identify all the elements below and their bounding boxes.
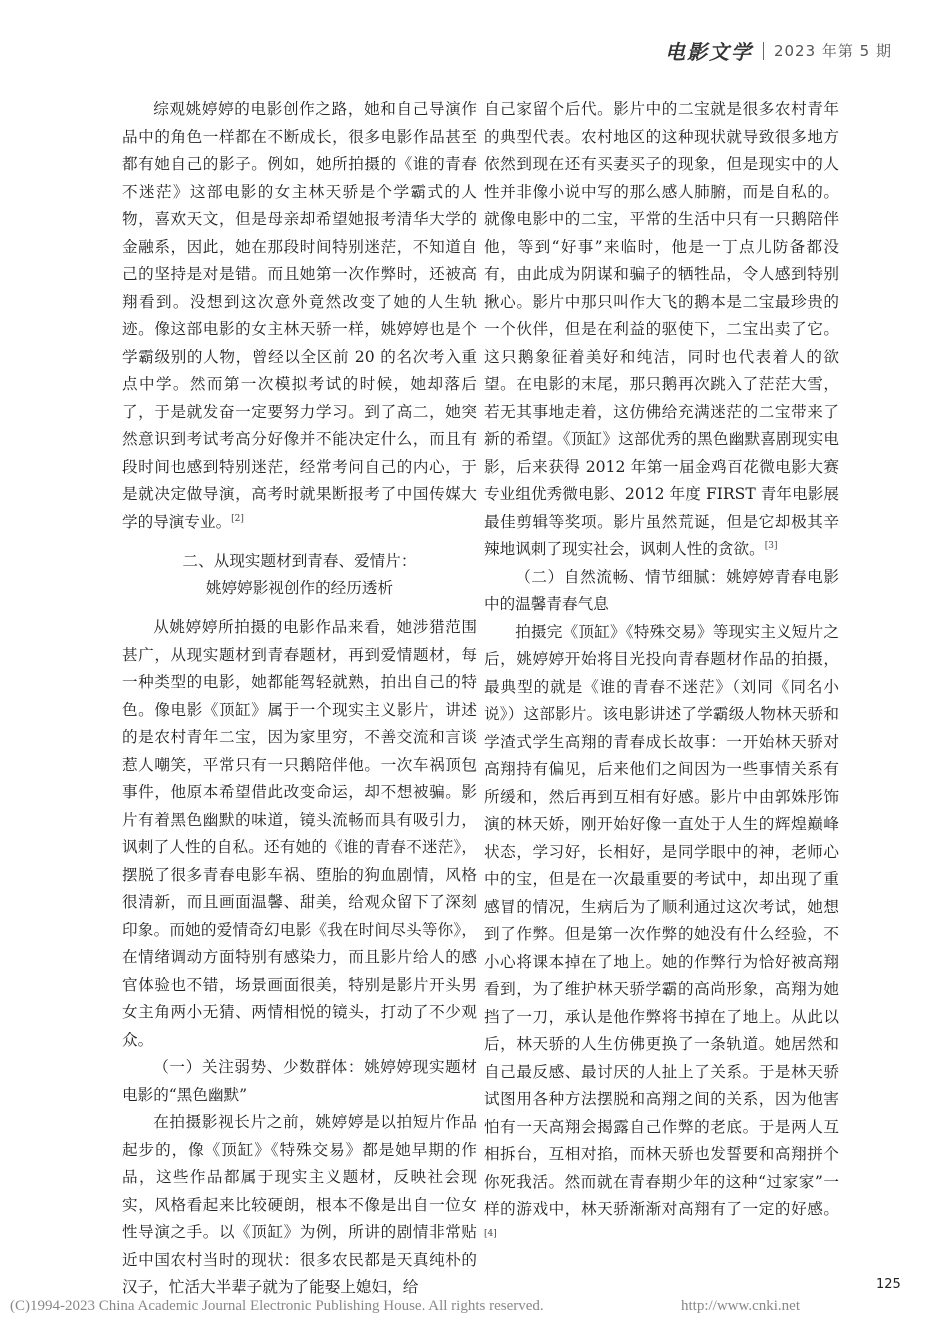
- section-heading-line: 二、从现实题材到青春、爱情片：: [182, 552, 417, 570]
- body-paragraph: 自己家留个后代。影片中的二宝就是很多农村青年的典型代表。农村地区的这种现状就导致很多地方依然到现在还有买妻买子的现象，但是现实中的人性并非像小说中写的那么感人肺腑，而是自私的。就像电影中的二宝，平常的生活中只有一只鹅陪伴他，等到“好事”来临时，他是一丁点儿防备都没有，由此成为阴谋和骗子的牺牲品，令人感到特别揪心。影片中那只叫作大飞的鹅本是二宝最珍贵的一个伙伴，但是在利益的驱使下，二宝出卖了它。这只鹅象征着美好和纯洁，同时也代表着人的欲望。在电影的末尾，那只鹅再次跳入了茫茫大雪，若无其事地走着，这仿佛给充满迷茫的二宝带来了新的希望。《顶缸》这部优秀的黑色幽默喜剧现实电影，后来获得 2012 年第一届金鸡百花微电影大赛专业组优秀微电影、2012 年度 FIRST 青年电影展最佳剪辑等奖项。影片虽然荒诞，但是它却极其辛辣地讽刺了现实社会，讽刺人性的贪欲。[3]: [484, 100, 839, 558]
- page-number: 125: [876, 1277, 901, 1292]
- header-divider: [763, 42, 764, 60]
- citation-ref: [2]: [231, 513, 244, 524]
- journal-name: 电影文学: [664, 40, 753, 64]
- citation-ref: [3]: [764, 540, 778, 551]
- body-paragraph: 在拍摄影视长片之前，姚婷婷是以拍短片作品起步的，像《顶缸》《特殊交易》都是她早期的作品，这些作品都属于现实主义题材，反映社会现实，风格看起来比较硬朗，根本不像是出自一位女性导演之手。以《顶缸》为例，所讲的剧情非常贴近中国农村当时的现状：很多农民都是天真纯朴的汉子，忙活大半辈子就为了能娶上媳妇，给: [122, 1113, 477, 1296]
- footer: [10, 1298, 940, 1315]
- copyright-notice: (C)1994-2023 China Academic Journal Electronic Publishing House. All rights reserved.: [10, 1298, 544, 1314]
- section-heading-line: 姚婷婷影视创作的经历透析: [205, 579, 394, 597]
- body-paragraph: 综观姚婷婷的电影创作之路，她和自己导演作品中的角色一样都在不断成长，很多电影作品甚至都有她自己的影子。例如，她所拍摄的《谁的青春不迷茫》这部电影的女主林天骄是个学霸式的人物，喜欢天文，但是母亲却希望她报考清华大学的金融系，因此，她在那段时间特别迷茫，不知道自己的坚持是对是错。而且她第一次作弊时，还被高翔看到。没想到这次意外竟然改变了她的人生轨迹。像这部电影的女主林天骄一样，姚婷婷也是个学霸级别的人物，曾经以全区前 20 的名次考入重点中学。然而第一次模拟考试的时候，她却落后了，于是就发奋一定要努力学习。到了高二，她突然意识到考试考高分好像并不能决定什么，而且有段时间也感到特别迷茫，经常考问自己的内心，于是就决定做导演，高考时就果断报考了中国传媒大学的导演专业。[2]: [122, 100, 477, 531]
- footer-url-link[interactable]: http://www.cnki.net: [680, 1298, 800, 1314]
- body-paragraph: 从姚婷婷所拍摄的电影作品来看，她涉猎范围甚广，从现实题材到青春题材，再到爱情题材，每一种类型的电影，她都能驾轻就熟，拍出自己的特色。像电影《顶缸》属于一个现实主义影片，讲述的是农村青年二宝，因为家里穷，不善交流和言谈惹人嘲笑，平常只有一只鹅陪伴他。一次车祸顶包事件，他原本希望借此改变命运，却不想被骗。影片有着黑色幽默的味道，镜头流畅而具有吸引力，讽刺了人性的自私。还有她的《谁的青春不迷茫》，摆脱了很多青春电影车祸、堕胎的狗血剧情，风格很清新，而且画面温馨、甜美，给观众留下了深刻印象。而她的爱情奇幻电影《我在时间尽头等你》，在情绪调动方面特别有感染力，而且影片给人的感官体验也不错，场景画面很美，特别是影片开头男女主角两小无猜、两情相悦的镜头，打动了不少观众。: [122, 618, 477, 1049]
- running-header: [665, 36, 892, 65]
- right-column: [484, 96, 839, 1251]
- subsection-heading: （二）自然流畅、情节细腻：姚婷婷青春电影中的温馨青春气息: [484, 567, 839, 613]
- section-heading: [122, 548, 477, 602]
- left-column: [122, 96, 477, 1302]
- body-paragraph: 拍摄完《顶缸》《特殊交易》等现实主义短片之后，姚婷婷开始将目光投向青春题材作品的拍摄，最典型的就是《谁的青春不迷茫》（刘同《同名小说》）这部影片。该电影讲述了学霸级人物林天骄和学渣式学生高翔的青春成长故事：一开始林天骄对高翔持有偏见，后来他们之间因为一些事情关系有所缓和，然后再到互相有好感。影片中由郭姝彤饰演的林天娇，刚开始好像一直处于人生的辉煌巅峰状态，学习好，长相好，是同学眼中的神，老师心中的宝，但是在一次最重要的考试中，却出现了重感冒的情况，生病后为了顺利通过这次考试，她想到了作弊。但是第一次作弊的她没有什么经验，不小心将课本掉在了地上。她的作弊行为恰好被高翔看到，为了维护林天骄学霸的高尚形象，高翔为她挡了一刀，承认是他作弊将书掉在了地上。从此以后，林天骄的人生仿佛更换了一条轨道。她居然和自己最反感、最讨厌的人扯上了关系。于是林天骄试图用各种方法摆脱和高翔之间的关系，因为他害怕有一天高翔会揭露自己作弊的老底。于是两人互相拆台，互相对掐，而林天骄也发誓要和高翔拼个你死我活。然而就在青春期少年的这种“过家家”一样的游戏中，林天骄渐渐对高翔有了一定的好感。[4]: [484, 622, 839, 1239]
- citation-ref: [4]: [484, 1228, 497, 1239]
- subsection-heading: （一）关注弱势、少数群体：姚婷婷现实题材电影的“黑色幽默”: [122, 1058, 477, 1104]
- issue-label: 2023 年第 5 期: [773, 42, 892, 60]
